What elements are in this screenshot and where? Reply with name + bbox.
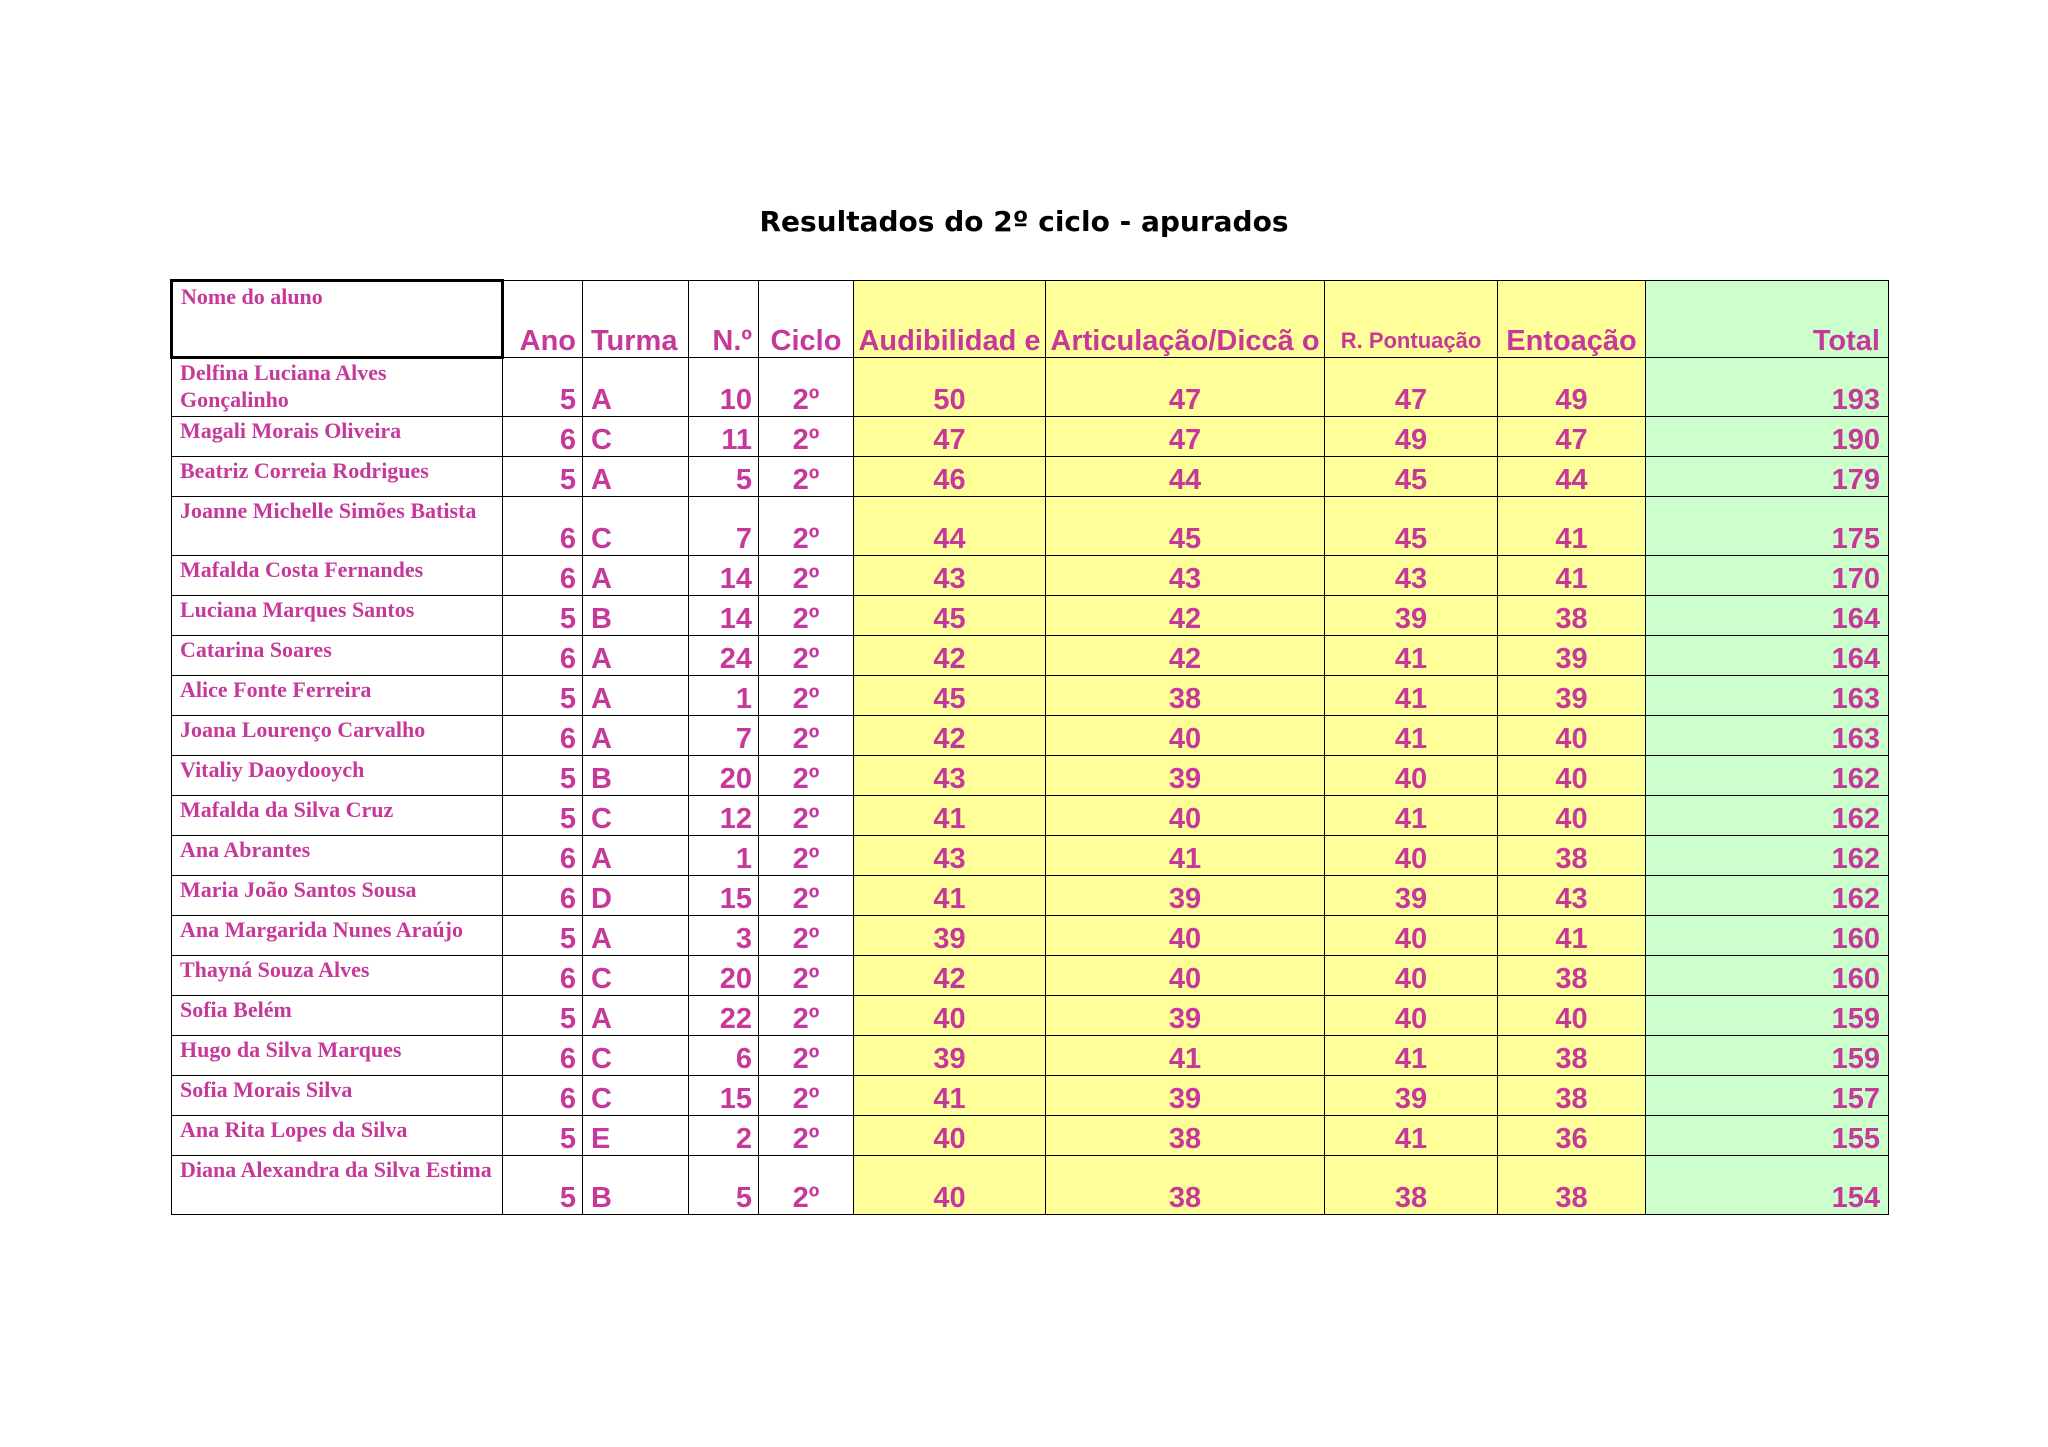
cell-nome: Maria João Santos Sousa xyxy=(172,876,503,916)
cell-articulacao: 42 xyxy=(1046,636,1325,676)
cell-ciclo: 2º xyxy=(759,956,854,996)
cell-turma: C xyxy=(583,497,689,556)
cell-ciclo: 2º xyxy=(759,996,854,1036)
header-ano: Ano xyxy=(503,281,583,358)
cell-total: 170 xyxy=(1646,556,1889,596)
cell-ciclo: 2º xyxy=(759,716,854,756)
cell-numero: 15 xyxy=(689,1076,759,1116)
cell-pontuacao: 45 xyxy=(1325,457,1498,497)
cell-audibilidade: 39 xyxy=(854,916,1046,956)
cell-turma: B xyxy=(583,756,689,796)
cell-nome: Ana Abrantes xyxy=(172,836,503,876)
cell-articulacao: 40 xyxy=(1046,716,1325,756)
table-row xyxy=(172,996,1889,1036)
cell-audibilidade: 40 xyxy=(854,996,1046,1036)
table-row xyxy=(172,676,1889,716)
header-articulacao: Articulação/Diccã o xyxy=(1046,281,1325,358)
cell-total: 160 xyxy=(1646,916,1889,956)
cell-numero: 12 xyxy=(689,796,759,836)
cell-articulacao: 39 xyxy=(1046,876,1325,916)
cell-nome: Mafalda da Silva Cruz xyxy=(172,796,503,836)
header-ciclo: Ciclo xyxy=(759,281,854,358)
cell-entoacao: 41 xyxy=(1498,916,1646,956)
table-row xyxy=(172,1076,1889,1116)
cell-numero: 1 xyxy=(689,836,759,876)
cell-ciclo: 2º xyxy=(759,358,854,417)
cell-audibilidade: 42 xyxy=(854,716,1046,756)
cell-total: 160 xyxy=(1646,956,1889,996)
cell-ciclo: 2º xyxy=(759,1036,854,1076)
cell-pontuacao: 45 xyxy=(1325,497,1498,556)
cell-entoacao: 44 xyxy=(1498,457,1646,497)
table-row xyxy=(172,876,1889,916)
cell-total: 175 xyxy=(1646,497,1889,556)
cell-total: 163 xyxy=(1646,716,1889,756)
cell-pontuacao: 43 xyxy=(1325,556,1498,596)
cell-total: 162 xyxy=(1646,756,1889,796)
cell-nome: Catarina Soares xyxy=(172,636,503,676)
cell-pontuacao: 41 xyxy=(1325,1036,1498,1076)
cell-entoacao: 43 xyxy=(1498,876,1646,916)
cell-entoacao: 40 xyxy=(1498,756,1646,796)
cell-total: 154 xyxy=(1646,1156,1889,1215)
cell-nome: Ana Rita Lopes da Silva xyxy=(172,1116,503,1156)
cell-numero: 14 xyxy=(689,556,759,596)
cell-turma: C xyxy=(583,796,689,836)
cell-numero: 7 xyxy=(689,716,759,756)
cell-ciclo: 2º xyxy=(759,796,854,836)
cell-total: 179 xyxy=(1646,457,1889,497)
cell-ano: 6 xyxy=(503,876,583,916)
cell-total: 157 xyxy=(1646,1076,1889,1116)
cell-nome: Sofia Morais Silva xyxy=(172,1076,503,1116)
header-numero: N.º xyxy=(689,281,759,358)
cell-entoacao: 38 xyxy=(1498,956,1646,996)
cell-ano: 6 xyxy=(503,556,583,596)
cell-articulacao: 45 xyxy=(1046,497,1325,556)
cell-ano: 5 xyxy=(503,457,583,497)
cell-audibilidade: 40 xyxy=(854,1156,1046,1215)
cell-numero: 11 xyxy=(689,417,759,457)
cell-nome: Luciana Marques Santos xyxy=(172,596,503,636)
cell-ano: 6 xyxy=(503,497,583,556)
cell-turma: A xyxy=(583,916,689,956)
cell-entoacao: 38 xyxy=(1498,1036,1646,1076)
cell-turma: C xyxy=(583,1036,689,1076)
cell-nome: Joanne Michelle Simões Batista xyxy=(172,497,503,556)
cell-turma: E xyxy=(583,1116,689,1156)
cell-entoacao: 41 xyxy=(1498,556,1646,596)
cell-numero: 5 xyxy=(689,457,759,497)
table-row xyxy=(172,358,1889,417)
cell-entoacao: 39 xyxy=(1498,676,1646,716)
cell-nome: Joana Lourenço Carvalho xyxy=(172,716,503,756)
cell-ano: 5 xyxy=(503,916,583,956)
cell-articulacao: 40 xyxy=(1046,916,1325,956)
cell-pontuacao: 40 xyxy=(1325,996,1498,1036)
cell-entoacao: 38 xyxy=(1498,1076,1646,1116)
cell-total: 162 xyxy=(1646,796,1889,836)
cell-turma: A xyxy=(583,996,689,1036)
cell-entoacao: 41 xyxy=(1498,497,1646,556)
cell-articulacao: 38 xyxy=(1046,1116,1325,1156)
cell-pontuacao: 40 xyxy=(1325,916,1498,956)
cell-ciclo: 2º xyxy=(759,916,854,956)
cell-turma: A xyxy=(583,636,689,676)
cell-pontuacao: 40 xyxy=(1325,836,1498,876)
cell-ciclo: 2º xyxy=(759,1076,854,1116)
table-row xyxy=(172,916,1889,956)
cell-audibilidade: 42 xyxy=(854,956,1046,996)
cell-total: 159 xyxy=(1646,996,1889,1036)
cell-numero: 3 xyxy=(689,916,759,956)
cell-audibilidade: 45 xyxy=(854,676,1046,716)
cell-turma: A xyxy=(583,457,689,497)
cell-pontuacao: 41 xyxy=(1325,676,1498,716)
cell-pontuacao: 39 xyxy=(1325,876,1498,916)
cell-ciclo: 2º xyxy=(759,417,854,457)
cell-articulacao: 39 xyxy=(1046,756,1325,796)
cell-numero: 20 xyxy=(689,756,759,796)
results-table xyxy=(170,279,1889,1215)
cell-audibilidade: 45 xyxy=(854,596,1046,636)
cell-total: 159 xyxy=(1646,1036,1889,1076)
cell-numero: 14 xyxy=(689,596,759,636)
table-row xyxy=(172,596,1889,636)
cell-pontuacao: 49 xyxy=(1325,417,1498,457)
cell-entoacao: 40 xyxy=(1498,996,1646,1036)
cell-numero: 24 xyxy=(689,636,759,676)
cell-ano: 5 xyxy=(503,1156,583,1215)
cell-turma: D xyxy=(583,876,689,916)
header-nome: Nome do aluno xyxy=(172,281,503,358)
cell-turma: C xyxy=(583,1076,689,1116)
cell-audibilidade: 41 xyxy=(854,1076,1046,1116)
header-turma: Turma xyxy=(583,281,689,358)
cell-turma: C xyxy=(583,417,689,457)
cell-audibilidade: 43 xyxy=(854,756,1046,796)
cell-audibilidade: 39 xyxy=(854,1036,1046,1076)
cell-turma: C xyxy=(583,956,689,996)
cell-nome: Mafalda Costa Fernandes xyxy=(172,556,503,596)
cell-numero: 10 xyxy=(689,358,759,417)
cell-audibilidade: 47 xyxy=(854,417,1046,457)
cell-articulacao: 39 xyxy=(1046,1076,1325,1116)
cell-entoacao: 38 xyxy=(1498,596,1646,636)
table-row xyxy=(172,796,1889,836)
cell-ciclo: 2º xyxy=(759,596,854,636)
cell-nome: Ana Margarida Nunes Araújo xyxy=(172,916,503,956)
cell-numero: 7 xyxy=(689,497,759,556)
cell-audibilidade: 41 xyxy=(854,796,1046,836)
cell-ciclo: 2º xyxy=(759,1116,854,1156)
cell-pontuacao: 39 xyxy=(1325,596,1498,636)
cell-ano: 5 xyxy=(503,1116,583,1156)
cell-numero: 1 xyxy=(689,676,759,716)
cell-total: 190 xyxy=(1646,417,1889,457)
cell-articulacao: 38 xyxy=(1046,676,1325,716)
cell-numero: 6 xyxy=(689,1036,759,1076)
table-row xyxy=(172,1116,1889,1156)
cell-entoacao: 39 xyxy=(1498,636,1646,676)
header-row xyxy=(172,281,1889,358)
cell-ano: 6 xyxy=(503,716,583,756)
cell-nome: Thayná Souza Alves xyxy=(172,956,503,996)
cell-pontuacao: 41 xyxy=(1325,796,1498,836)
cell-numero: 20 xyxy=(689,956,759,996)
table-row xyxy=(172,1036,1889,1076)
cell-entoacao: 40 xyxy=(1498,716,1646,756)
table-row xyxy=(172,716,1889,756)
cell-numero: 2 xyxy=(689,1116,759,1156)
table-row xyxy=(172,556,1889,596)
cell-pontuacao: 41 xyxy=(1325,716,1498,756)
cell-ano: 6 xyxy=(503,956,583,996)
cell-total: 193 xyxy=(1646,358,1889,417)
cell-entoacao: 40 xyxy=(1498,796,1646,836)
cell-total: 164 xyxy=(1646,596,1889,636)
table-row xyxy=(172,836,1889,876)
cell-total: 164 xyxy=(1646,636,1889,676)
cell-ano: 5 xyxy=(503,676,583,716)
header-entoacao: Entoação xyxy=(1498,281,1646,358)
cell-ciclo: 2º xyxy=(759,1156,854,1215)
cell-articulacao: 47 xyxy=(1046,358,1325,417)
cell-ciclo: 2º xyxy=(759,556,854,596)
table-row xyxy=(172,756,1889,796)
cell-turma: B xyxy=(583,1156,689,1215)
cell-ciclo: 2º xyxy=(759,876,854,916)
cell-pontuacao: 38 xyxy=(1325,1156,1498,1215)
cell-nome: Diana Alexandra da Silva Estima xyxy=(172,1156,503,1215)
table-row xyxy=(172,417,1889,457)
cell-ciclo: 2º xyxy=(759,636,854,676)
cell-ano: 6 xyxy=(503,1036,583,1076)
cell-ano: 5 xyxy=(503,796,583,836)
cell-entoacao: 36 xyxy=(1498,1116,1646,1156)
cell-entoacao: 49 xyxy=(1498,358,1646,417)
cell-numero: 22 xyxy=(689,996,759,1036)
cell-total: 162 xyxy=(1646,876,1889,916)
cell-ano: 6 xyxy=(503,836,583,876)
cell-turma: A xyxy=(583,836,689,876)
cell-pontuacao: 39 xyxy=(1325,1076,1498,1116)
cell-audibilidade: 44 xyxy=(854,497,1046,556)
table-row xyxy=(172,636,1889,676)
cell-nome: Delfina Luciana Alves Gonçalinho xyxy=(172,358,503,417)
cell-ano: 6 xyxy=(503,417,583,457)
page-title: Resultados do 2º ciclo - apurados xyxy=(759,205,1289,238)
cell-audibilidade: 43 xyxy=(854,556,1046,596)
cell-pontuacao: 40 xyxy=(1325,756,1498,796)
cell-articulacao: 44 xyxy=(1046,457,1325,497)
cell-articulacao: 39 xyxy=(1046,996,1325,1036)
cell-pontuacao: 41 xyxy=(1325,636,1498,676)
header-pontuacao: R. Pontuação xyxy=(1325,281,1498,358)
cell-audibilidade: 43 xyxy=(854,836,1046,876)
cell-nome: Magali Morais Oliveira xyxy=(172,417,503,457)
cell-articulacao: 40 xyxy=(1046,796,1325,836)
cell-entoacao: 38 xyxy=(1498,1156,1646,1215)
cell-ano: 5 xyxy=(503,996,583,1036)
cell-total: 162 xyxy=(1646,836,1889,876)
cell-pontuacao: 41 xyxy=(1325,1116,1498,1156)
table-row xyxy=(172,956,1889,996)
cell-ciclo: 2º xyxy=(759,497,854,556)
cell-turma: A xyxy=(583,556,689,596)
cell-ciclo: 2º xyxy=(759,756,854,796)
cell-nome: Hugo da Silva Marques xyxy=(172,1036,503,1076)
cell-articulacao: 40 xyxy=(1046,956,1325,996)
cell-total: 155 xyxy=(1646,1116,1889,1156)
header-total: Total xyxy=(1646,281,1889,358)
cell-ano: 5 xyxy=(503,596,583,636)
cell-audibilidade: 40 xyxy=(854,1116,1046,1156)
cell-ciclo: 2º xyxy=(759,836,854,876)
cell-entoacao: 47 xyxy=(1498,417,1646,457)
cell-audibilidade: 42 xyxy=(854,636,1046,676)
cell-numero: 15 xyxy=(689,876,759,916)
cell-pontuacao: 40 xyxy=(1325,956,1498,996)
cell-nome: Vitaliy Daoydooych xyxy=(172,756,503,796)
cell-nome: Beatriz Correia Rodrigues xyxy=(172,457,503,497)
cell-articulacao: 38 xyxy=(1046,1156,1325,1215)
cell-pontuacao: 47 xyxy=(1325,358,1498,417)
cell-articulacao: 42 xyxy=(1046,596,1325,636)
table-body xyxy=(172,358,1889,1215)
cell-articulacao: 43 xyxy=(1046,556,1325,596)
table-row xyxy=(172,457,1889,497)
header-audibilidade: Audibilidad e xyxy=(854,281,1046,358)
cell-ano: 6 xyxy=(503,1076,583,1116)
cell-articulacao: 41 xyxy=(1046,836,1325,876)
cell-ciclo: 2º xyxy=(759,457,854,497)
cell-ano: 6 xyxy=(503,636,583,676)
cell-ciclo: 2º xyxy=(759,676,854,716)
cell-total: 163 xyxy=(1646,676,1889,716)
cell-entoacao: 38 xyxy=(1498,836,1646,876)
cell-turma: B xyxy=(583,596,689,636)
cell-audibilidade: 41 xyxy=(854,876,1046,916)
cell-articulacao: 47 xyxy=(1046,417,1325,457)
cell-nome: Alice Fonte Ferreira xyxy=(172,676,503,716)
cell-numero: 5 xyxy=(689,1156,759,1215)
cell-audibilidade: 46 xyxy=(854,457,1046,497)
cell-ano: 5 xyxy=(503,358,583,417)
cell-turma: A xyxy=(583,358,689,417)
table-row xyxy=(172,497,1889,556)
table-row xyxy=(172,1156,1889,1215)
cell-turma: A xyxy=(583,676,689,716)
cell-ano: 5 xyxy=(503,756,583,796)
cell-nome: Sofia Belém xyxy=(172,996,503,1036)
cell-audibilidade: 50 xyxy=(854,358,1046,417)
cell-articulacao: 41 xyxy=(1046,1036,1325,1076)
cell-turma: A xyxy=(583,716,689,756)
